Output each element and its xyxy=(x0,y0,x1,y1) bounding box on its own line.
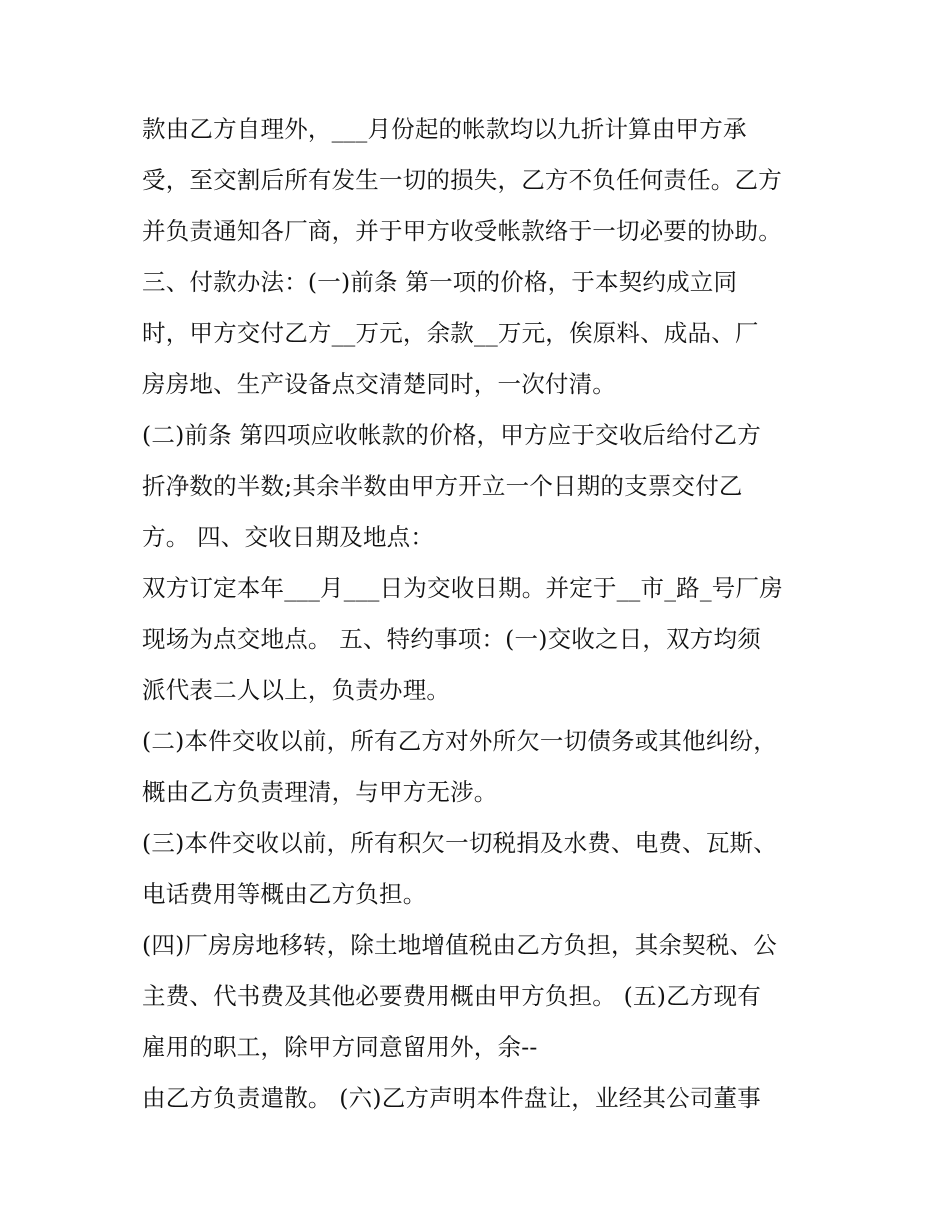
text-line: (二)本件交收以前，所有乙方对外所欠一切债务或其他纠纷， xyxy=(142,727,777,755)
text-line: 三、付款办法：(一)前条 第一项的价格，于本契约成立同 xyxy=(142,268,738,296)
contract-text-body xyxy=(142,108,832,1128)
text-line: 主费、代书费及其他必要费用概由甲方负担。 (五)乙方现有 xyxy=(142,982,761,1010)
text-line: 电话费用等概由乙方负担。 xyxy=(142,880,427,908)
text-line: 方。 四、交收日期及地点： xyxy=(142,523,435,551)
text-line: (四)厂房房地移转，除土地增值税由乙方负担，其余契税、公 xyxy=(142,931,777,959)
text-line: 并负责通知各厂商，并于甲方收受帐款络于一切必要的协助。 xyxy=(142,217,782,245)
text-line: (二)前条 第四项应收帐款的价格，甲方应于交收后给付乙方 xyxy=(142,421,761,449)
text-line: 房房地、生产设备点交清楚同时，一次付清。 xyxy=(142,370,616,398)
text-line: 款由乙方自理外，___月份起的帐款均以九折计算由甲方承 xyxy=(142,115,747,143)
text-line: 雇用的职工，除甲方同意留用外，余-- xyxy=(142,1033,538,1061)
text-line: 现场为点交地点。 五、特约事项：(一)交收之日，双方均须 xyxy=(142,625,761,653)
text-line: 双方订定本年___月___日为交收日期。并定于__市_路_号厂房 xyxy=(142,574,783,602)
text-line: 由乙方负责遣散。 (六)乙方声明本件盘让，业经其公司董事 xyxy=(142,1084,761,1112)
text-line: 时，甲方交付乙方__万元，余款__万元，俟原料、成品、厂 xyxy=(142,319,759,347)
text-line: (三)本件交收以前，所有积欠一切税捐及水费、电费、瓦斯、 xyxy=(142,829,777,857)
text-line: 派代表二人以上，负责办理。 xyxy=(142,676,451,704)
text-line: 概由乙方负责理清，与甲方无涉。 xyxy=(142,778,498,806)
text-line: 折净数的半数;其余半数由甲方开立一个日期的支票交付乙 xyxy=(142,472,743,500)
text-line: 受，至交割后所有发生一切的损失，乙方不负任何责任。乙方 xyxy=(142,166,782,194)
